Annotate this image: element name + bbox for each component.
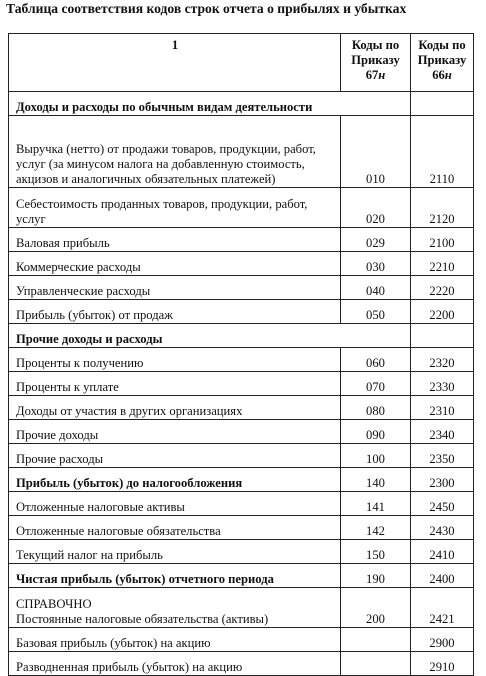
table-row — [9, 252, 474, 276]
row-code-66n — [411, 324, 474, 348]
row-label-text-2: Постоянные налоговые обязательства (активы) — [16, 612, 269, 626]
row-label — [9, 540, 341, 564]
row-code-67n: 080 — [341, 396, 411, 420]
row-code-66n: 2310 — [411, 396, 474, 420]
row-label — [9, 92, 411, 116]
table-row — [9, 540, 474, 564]
header-col3-line2: Приказу — [417, 53, 467, 67]
table-row — [9, 492, 474, 516]
header-col2-number: 67 — [365, 68, 379, 82]
row-label-text: Проценты к получению — [16, 356, 144, 370]
table-row — [9, 92, 474, 116]
row-code-66n — [411, 92, 474, 116]
row-code-67n: 141 — [341, 492, 411, 516]
page-title: Таблица соответствия кодов строк отчета о прибылях и убытках — [6, 1, 407, 16]
row-code-67n: 140 — [341, 468, 411, 492]
table-row — [9, 324, 474, 348]
header-col3-line1: Коды по — [418, 38, 466, 52]
row-code-66n: 2220 — [411, 276, 474, 300]
header-col-1: 1 — [9, 34, 341, 92]
header-col2-suffix: н — [378, 68, 386, 82]
row-label-text: Себестоимость проданных товаров, продукции, работ, услуг — [16, 197, 308, 226]
header-col3-number: 66 — [432, 68, 445, 82]
row-code-66n: 2910 — [411, 652, 474, 676]
row-label-text: Коммерческие расходы — [16, 260, 141, 274]
row-label — [9, 252, 341, 276]
row-label — [9, 564, 341, 588]
row-code-67n: 150 — [341, 540, 411, 564]
table-row — [9, 300, 474, 324]
row-code-67n: 020 — [341, 188, 411, 228]
row-label-text: Прочие доходы и расходы — [16, 332, 163, 346]
row-code-66n: 2100 — [411, 228, 474, 252]
row-code-66n: 2421 — [411, 588, 474, 628]
row-label — [9, 492, 341, 516]
table-row — [9, 396, 474, 420]
table-row — [9, 276, 474, 300]
row-label — [9, 652, 341, 676]
row-code-67n: 190 — [341, 564, 411, 588]
row-code-67n — [341, 652, 411, 676]
row-code-66n: 2210 — [411, 252, 474, 276]
table-row — [9, 564, 474, 588]
row-code-67n: 100 — [341, 444, 411, 468]
header-col2-line2: Приказу — [351, 53, 400, 67]
row-code-66n: 2430 — [411, 516, 474, 540]
row-label-text: Валовая прибыль — [16, 236, 110, 250]
row-code-66n: 2400 — [411, 564, 474, 588]
row-label — [9, 444, 341, 468]
table-row — [9, 444, 474, 468]
row-code-67n: 090 — [341, 420, 411, 444]
row-code-67n: 050 — [341, 300, 411, 324]
table-header-row — [9, 34, 474, 92]
row-code-66n: 2900 — [411, 628, 474, 652]
row-label — [9, 324, 411, 348]
row-label — [9, 276, 341, 300]
table-row — [9, 652, 474, 676]
row-label — [9, 188, 341, 228]
table-row — [9, 468, 474, 492]
table-row — [9, 420, 474, 444]
row-code-66n: 2330 — [411, 372, 474, 396]
row-code-66n: 2200 — [411, 300, 474, 324]
row-label — [9, 420, 341, 444]
codes-table — [8, 33, 474, 676]
table-row — [9, 516, 474, 540]
row-label-text: Текущий налог на прибыль — [16, 548, 163, 562]
table-row — [9, 188, 474, 228]
row-code-67n — [341, 628, 411, 652]
row-label — [9, 628, 341, 652]
row-label — [9, 588, 341, 628]
row-code-66n: 2110 — [411, 116, 474, 188]
header-col3-suffix: н — [444, 68, 452, 82]
row-label-text: Доходы и расходы по обычным видам деятельности — [16, 100, 313, 114]
table-row — [9, 228, 474, 252]
row-label-text: Отложенные налоговые активы — [16, 500, 185, 514]
row-code-66n: 2350 — [411, 444, 474, 468]
row-label-text: Прочие расходы — [16, 452, 104, 466]
table-row — [9, 372, 474, 396]
row-label-text: Управленческие расходы — [16, 284, 151, 298]
row-label — [9, 516, 341, 540]
header-col-67n — [341, 34, 411, 92]
row-label-text: Базовая прибыль (убыток) на акцию — [16, 636, 211, 650]
row-code-67n: 010 — [341, 116, 411, 188]
row-label — [9, 372, 341, 396]
table-row — [9, 588, 474, 628]
row-label-text: Выручка (нетто) от продажи товаров, продукции, работ, услуг (за минусом налога на добавленную стоимость, акцизов и аналогичных обязательных платежей) — [16, 142, 316, 186]
row-code-66n: 2410 — [411, 540, 474, 564]
row-code-67n: 142 — [341, 516, 411, 540]
row-label-text: Проценты к уплате — [16, 380, 119, 394]
row-label — [9, 116, 341, 188]
row-code-67n: 200 — [341, 588, 411, 628]
table-row — [9, 628, 474, 652]
row-label-text: СПРАВОЧНО — [16, 597, 92, 611]
row-label — [9, 468, 341, 492]
row-label — [9, 348, 341, 372]
row-code-67n: 040 — [341, 276, 411, 300]
row-label-text: Прибыль (убыток) от продаж — [16, 308, 173, 322]
table-row — [9, 348, 474, 372]
row-code-66n: 2450 — [411, 492, 474, 516]
row-code-66n: 2120 — [411, 188, 474, 228]
row-code-66n: 2300 — [411, 468, 474, 492]
header-col-66n — [411, 34, 474, 92]
row-label-text: Прибыль (убыток) до налогообложения — [16, 476, 243, 490]
row-label-text: Доходы от участия в других организациях — [16, 404, 243, 418]
header-col2-line1: Коды по — [351, 38, 400, 52]
row-label-text: Разводненная прибыль (убыток) на акцию — [16, 660, 243, 674]
row-code-67n: 070 — [341, 372, 411, 396]
table-row — [9, 116, 474, 188]
row-code-67n: 060 — [341, 348, 411, 372]
row-code-66n: 2320 — [411, 348, 474, 372]
row-label-text: Прочие доходы — [16, 428, 99, 442]
row-label — [9, 228, 341, 252]
row-label — [9, 300, 341, 324]
row-label — [9, 396, 341, 420]
row-code-67n: 030 — [341, 252, 411, 276]
row-code-67n: 029 — [341, 228, 411, 252]
row-code-66n: 2340 — [411, 420, 474, 444]
row-label-text: Чистая прибыль (убыток) отчетного периода — [16, 572, 274, 586]
row-label-text: Отложенные налоговые обязательства — [16, 524, 221, 538]
